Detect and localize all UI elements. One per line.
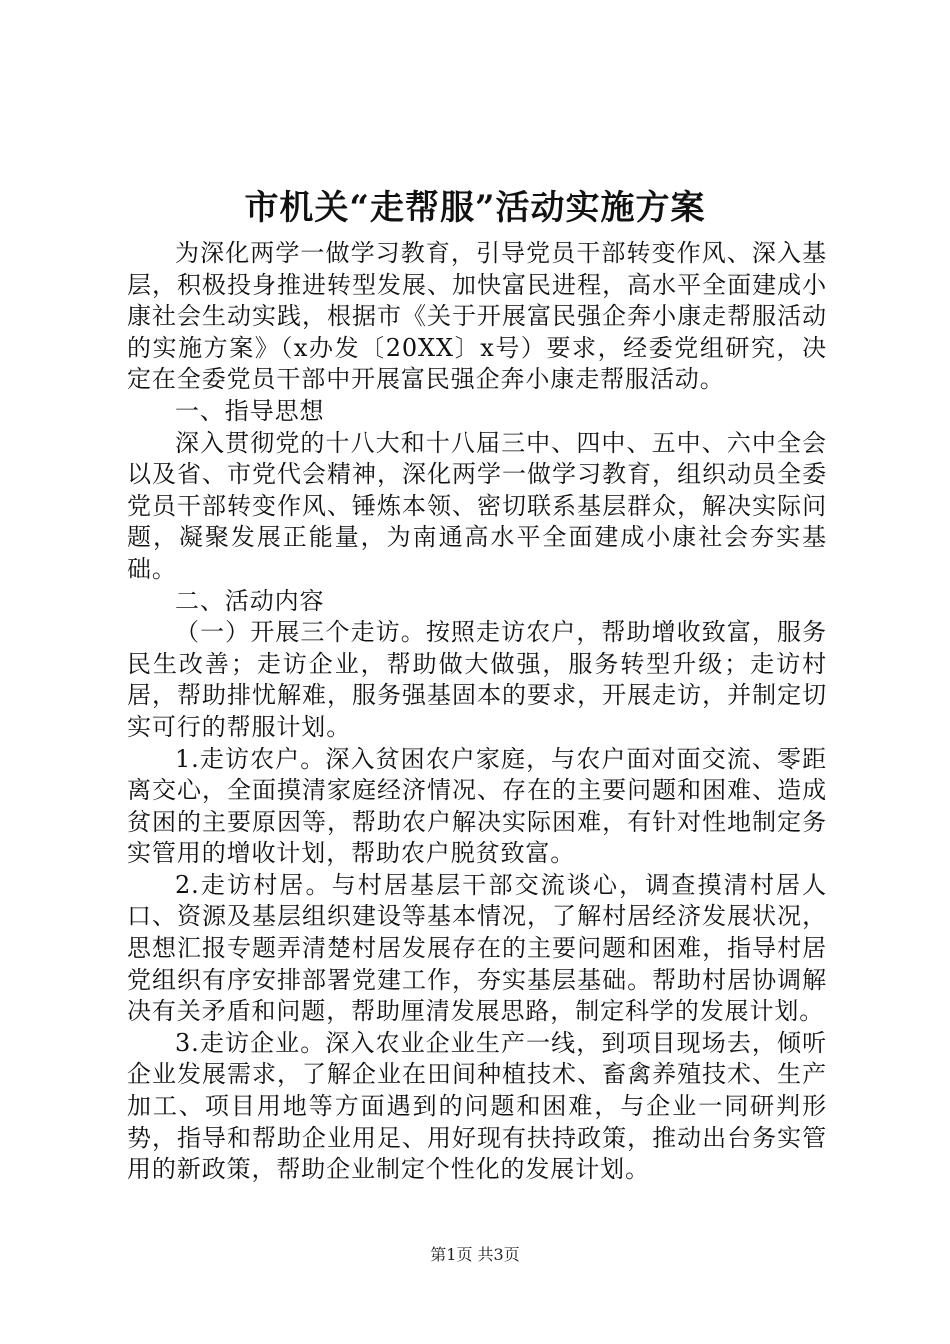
three-visits-paragraph: （一）开展三个走访。按照走访农户，帮助增收致富，服务民生改善；走访企业，帮助做大做强，服务转型升级；走访村居，帮助排忧解难，服务强基固本的要求，开展走访，并制定切实可行的帮服计划。 [127,618,827,741]
section-heading-guiding-thought: 一、指导思想 [175,396,325,425]
visit-enterprises-paragraph: 3.走访企业。深入农业企业生产一线，到项目现场去，倾听企业发展需求，了解企业在田间种植技术、畜禽养殖技术、生产加工、项目用地等方面遇到的问题和困难，与企业一同研判形势，指导和帮助企业用足、用好现有扶持政策，推动出台务实管用的新政策，帮助企业制定个性化的发展计划。 [127,1028,827,1184]
document-body [127,238,827,1186]
intro-paragraph: 为深化两学一做学习教育，引导党员干部转变作风、深入基层，积极投身推进转型发展、加快富民进程，高水平全面建成小康社会生动实践，根据市《关于开展富民强企奔小康走帮服活动的实施方案》（x办发〔20XX〕x号）要求，经委党组研究，决定在全委党员干部中开展富民强企奔小康走帮服活动。 [127,239,827,394]
document-title: 市机关“走帮服”活动实施方案 [244,188,706,228]
section-heading-activity-content: 二、活动内容 [175,586,325,615]
visit-farmers-paragraph: 1.走访农户。深入贫困农户家庭，与农户面对面交流、零距离交心，全面摸清家庭经济情况、存在的主要问题和困难、造成贫困的主要原因等，帮助农户解决实际困难，有针对性地制定务实管用的增收计划，帮助农户脱贫致富。 [127,744,827,868]
page-number-footer: 第1页 共3页 [430,1245,520,1264]
guiding-thought-paragraph: 深入贯彻党的十八大和十八届三中、四中、五中、六中全会以及省、市党代会精神，深化两学一做学习教育，组织动员全委党员干部转变作风、锤炼本领、密切联系基层群众，解决实际问题，凝聚发展正能量，为南通高水平全面建成小康社会夯实基础。 [127,428,827,583]
visit-villages-paragraph: 2.走访村居。与村居基层干部交流谈心，调查摸清村居人口、资源及基层组织建设等基本情况，了解村居经济发展状况，思想汇报专题弄清楚村居发展存在的主要问题和困难，指导村居党组织有序安排部署党建工作，夯实基层基础。帮助村居协调解决有关矛盾和问题，帮助厘清发展思路，制定科学的发展计划。 [127,870,827,1026]
